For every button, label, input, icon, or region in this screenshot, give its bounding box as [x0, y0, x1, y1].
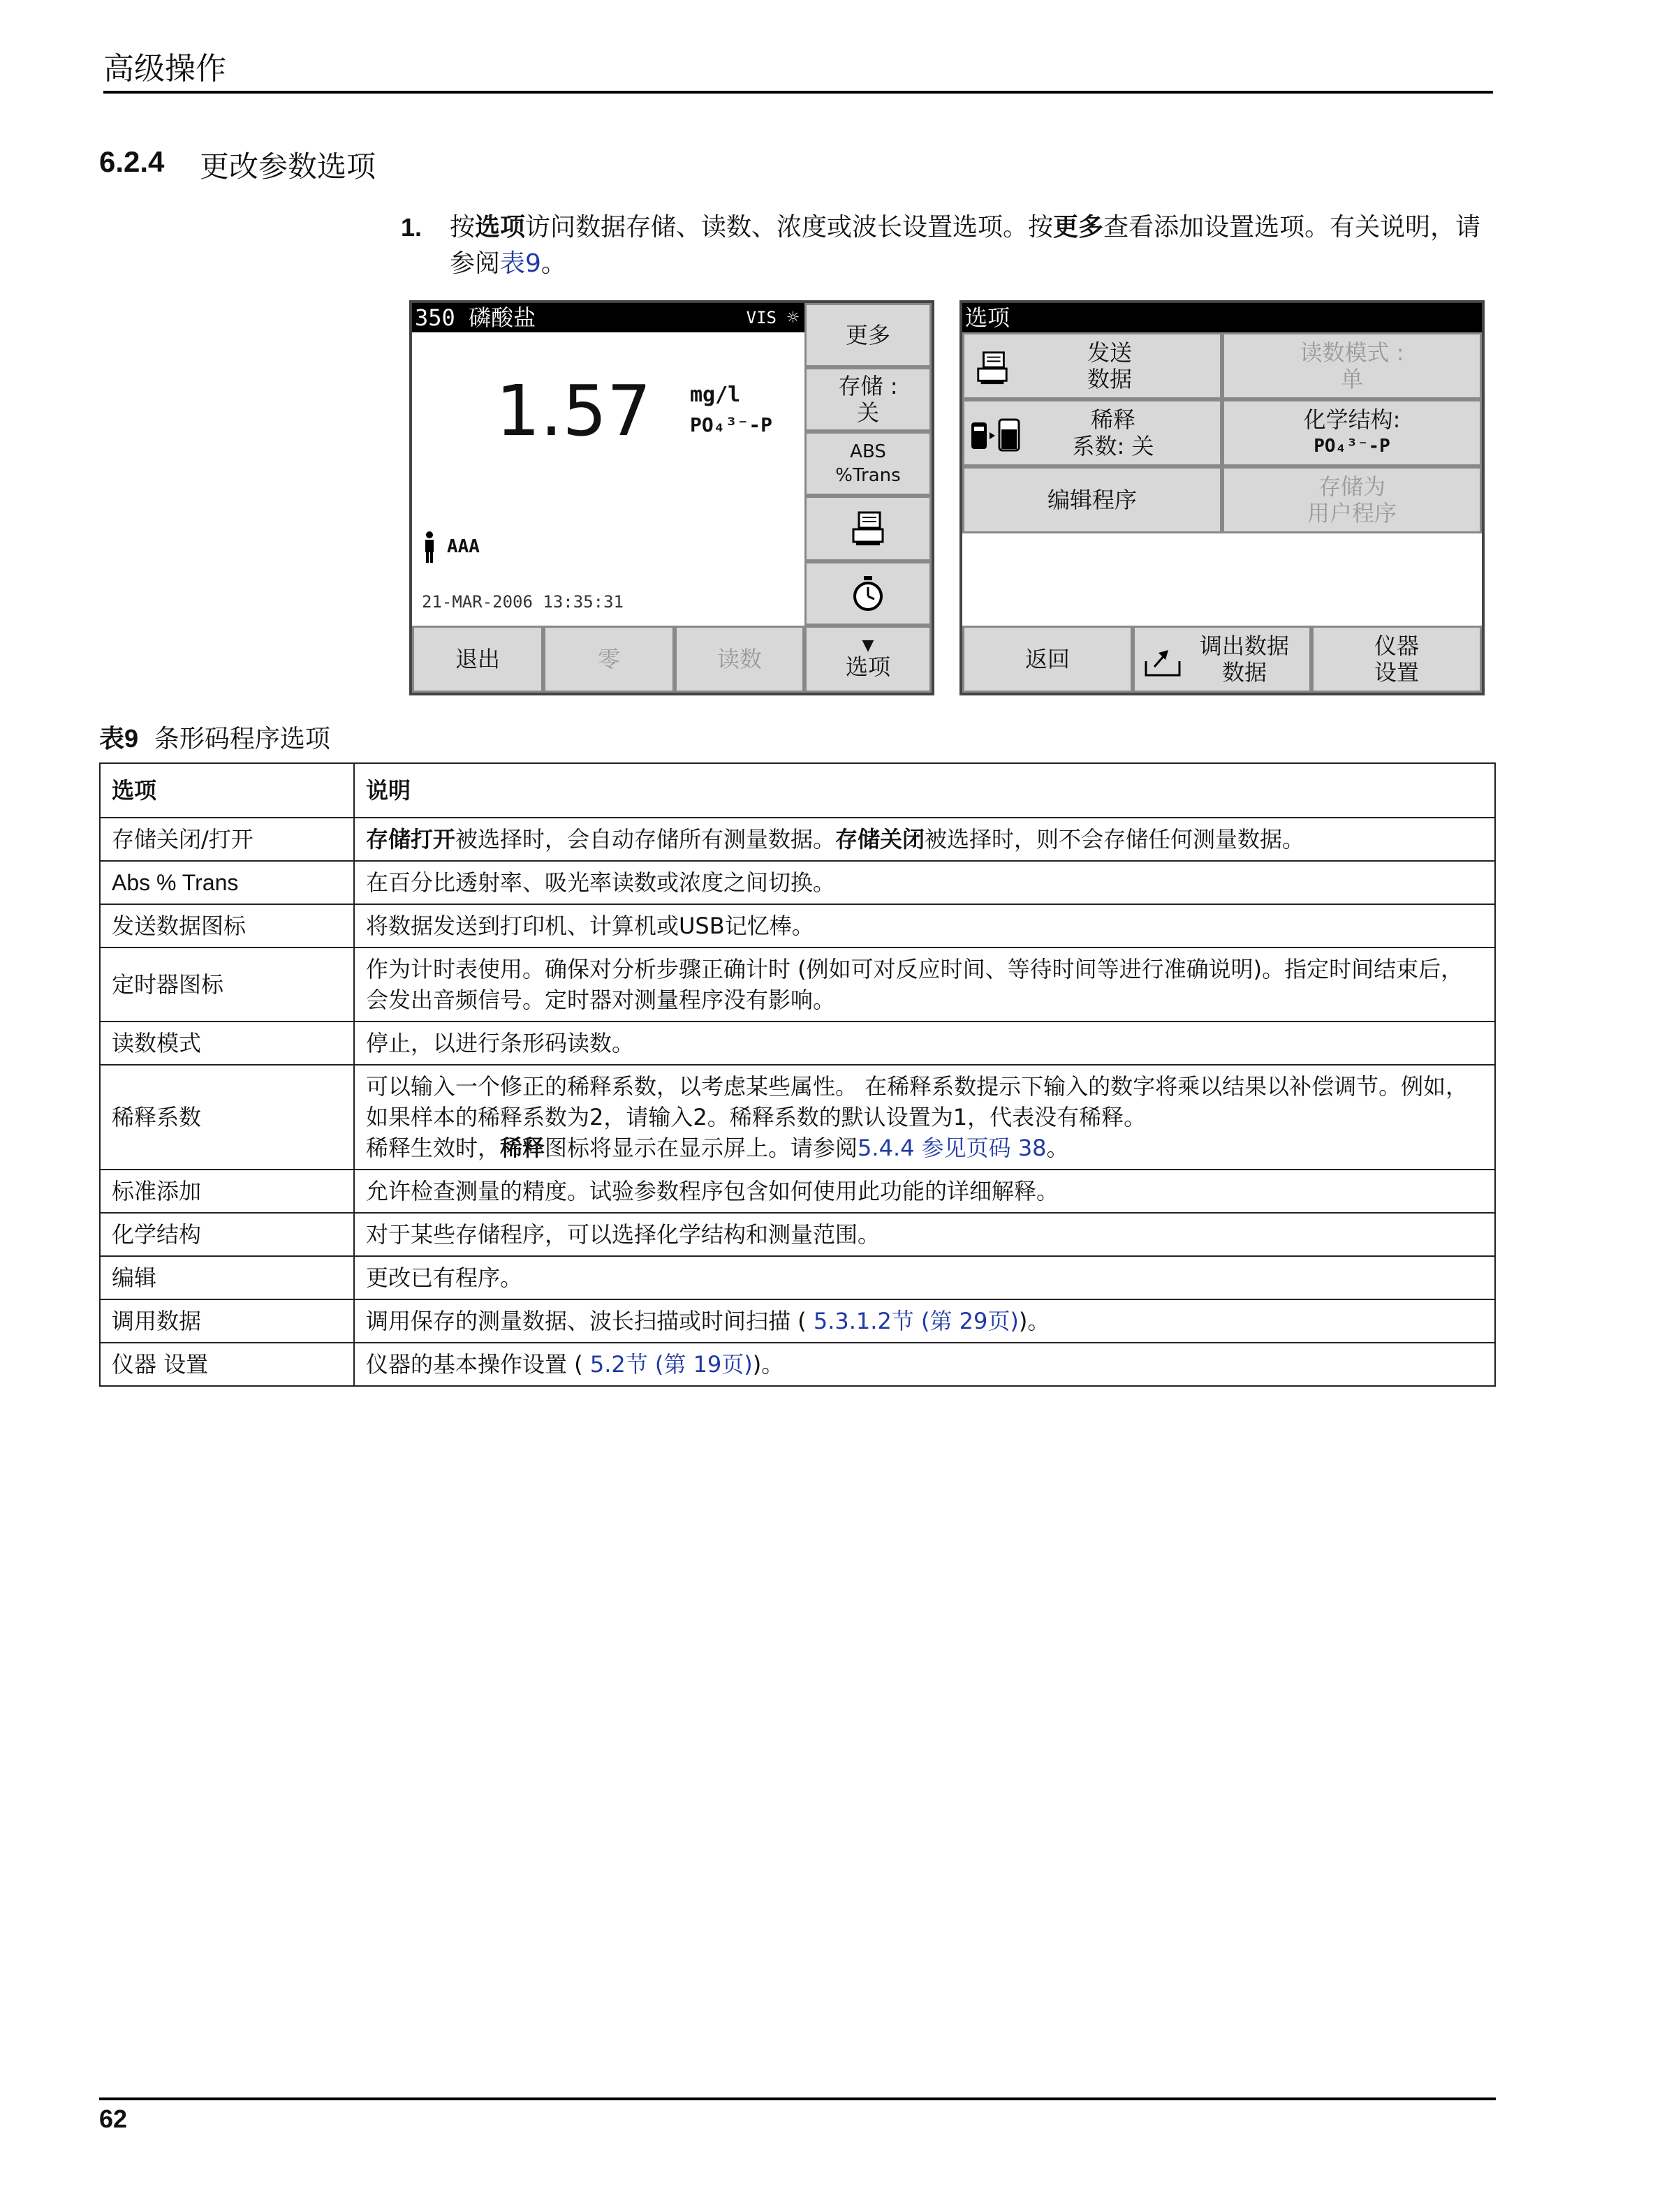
- description-cell: 停止，以进行条形码读数。: [354, 1022, 1495, 1065]
- description-cell: 将数据发送到打印机、计算机或USB记忆棒。: [354, 904, 1495, 948]
- text: 仪器的基本操作设置 (: [366, 1351, 590, 1378]
- option-cell: 稀释系数: [100, 1065, 354, 1170]
- section-title: 更改参数选项: [200, 149, 376, 184]
- more-button[interactable]: [804, 303, 932, 367]
- bold-options: 选项: [475, 213, 526, 242]
- text: 。: [540, 249, 566, 278]
- reading-value: 1.57: [496, 370, 652, 452]
- screen-title-bar: [962, 303, 1482, 332]
- exit-button[interactable]: [412, 626, 543, 693]
- text: )。: [752, 1351, 784, 1378]
- description-cell: [354, 818, 1495, 861]
- recall-data-button[interactable]: [1133, 626, 1311, 693]
- text: 稀释生效时，: [366, 1135, 501, 1161]
- label: 稀释: [1090, 406, 1135, 433]
- table-header-row: [100, 763, 1495, 818]
- step-number: 1.: [401, 213, 422, 242]
- label: 存储为: [1318, 473, 1385, 500]
- bold-term: 稀释: [500, 1135, 545, 1161]
- label: 仪器: [1374, 633, 1419, 659]
- page-number: 62: [99, 2104, 128, 2133]
- description-cell: 对于某些存储程序，可以选择化学结构和测量范围。: [354, 1213, 1495, 1256]
- measurement-screen: [409, 300, 934, 695]
- option-cell: 调用数据: [100, 1299, 354, 1343]
- bold-more: 更多: [1053, 213, 1104, 242]
- recall-icon: [1143, 646, 1182, 678]
- text: 图标将显示在显示屏上。请参阅: [545, 1135, 858, 1161]
- table-title: 条形码程序选项: [154, 725, 330, 753]
- reading-unit: mg/l: [690, 383, 741, 407]
- text: 被选择时，则不会存储任何测量数据。: [925, 826, 1305, 853]
- options-button[interactable]: [804, 626, 932, 693]
- program-title: 350 磷酸盐: [415, 304, 536, 331]
- computer-icon: [974, 350, 1010, 386]
- table-row: [100, 904, 1495, 948]
- header-option: 选项: [100, 763, 354, 818]
- step-1: [401, 209, 1497, 282]
- table-row: [100, 1256, 1495, 1299]
- options-table: [99, 762, 1496, 1387]
- bold-term: 存储关闭: [835, 826, 925, 853]
- chemical-form: PO₄³⁻-P: [690, 413, 773, 436]
- label: 调出数据: [1199, 633, 1289, 659]
- abs-trans-button[interactable]: [804, 432, 932, 496]
- option-cell: 存储关闭/打开: [100, 818, 354, 861]
- label: 发送: [1087, 339, 1132, 366]
- text: )。: [1018, 1308, 1050, 1334]
- option-cell: 发送数据图标: [100, 904, 354, 948]
- cross-reference-link[interactable]: 5.3.1.2节 (第 29页): [813, 1308, 1019, 1334]
- option-cell: Abs % Trans: [100, 861, 354, 904]
- table-row: [100, 1065, 1495, 1170]
- table-caption: [99, 719, 330, 755]
- option-cell: 仪器 设置: [100, 1343, 354, 1386]
- label: 读数: [716, 646, 762, 672]
- table-row: [100, 1170, 1495, 1213]
- screen-title-bar: [412, 303, 804, 332]
- label: 系数: 关: [1072, 433, 1154, 459]
- zero-button[interactable]: [543, 626, 675, 693]
- label: 化学结构:: [1303, 406, 1401, 433]
- dilution-icon: [969, 415, 1024, 455]
- table-row: [100, 1213, 1495, 1256]
- description-cell: [354, 1299, 1495, 1343]
- description-cell: [354, 1343, 1495, 1386]
- option-cell: 编辑: [100, 1256, 354, 1299]
- down-arrow-icon: ▼: [862, 637, 874, 654]
- description-cell: [354, 1065, 1495, 1170]
- table-row: [100, 1299, 1495, 1343]
- read-button[interactable]: [675, 626, 804, 693]
- table-row: [100, 948, 1495, 1022]
- chemical-form-option[interactable]: [1222, 399, 1482, 466]
- timer-icon: [851, 575, 885, 612]
- header-description: 说明: [354, 763, 1495, 818]
- running-header: 高级操作: [103, 51, 226, 87]
- label: 存储 :: [838, 373, 898, 399]
- description-cell: 在百分比透射率、吸光率读数或浓度之间切换。: [354, 861, 1495, 904]
- option-cell: 标准添加: [100, 1170, 354, 1213]
- label: %Trans: [835, 465, 901, 486]
- label: PO₄³⁻-P: [1314, 436, 1390, 457]
- description-cell: 更改已有程序。: [354, 1256, 1495, 1299]
- timer-button[interactable]: [804, 561, 932, 626]
- vis-label: VIS: [746, 308, 777, 327]
- table-row: [100, 1022, 1495, 1065]
- text: 被选择时，会自动存储所有测量数据。: [455, 826, 836, 853]
- dilution-factor-option[interactable]: [962, 399, 1222, 466]
- table-number: 表9: [99, 724, 139, 753]
- section-number: 6.2.4: [99, 145, 165, 178]
- datetime: 21-MAR-2006 13:35:31: [422, 592, 624, 612]
- label: 单: [1340, 366, 1363, 392]
- options-screen: [959, 300, 1485, 695]
- label: 读数模式 :: [1300, 339, 1404, 366]
- label: 数据: [1087, 366, 1132, 392]
- text: 访问数据存储、读数、浓度或波长设置选项。按: [525, 213, 1054, 242]
- label: 关: [856, 399, 879, 426]
- label: 退出: [455, 646, 500, 672]
- label: 用户程序: [1307, 500, 1397, 526]
- description-cell: 允许检查测量的精度。试验参数程序包含如何使用此功能的详细解释。: [354, 1170, 1495, 1213]
- table-row: [100, 861, 1495, 904]
- table-link[interactable]: 表9: [500, 249, 541, 278]
- label: 设置: [1374, 659, 1419, 686]
- text: 调用保存的测量数据、波长扫描或时间扫描 (: [366, 1308, 814, 1334]
- label: 编辑程序: [1047, 487, 1137, 513]
- screen-title: 选项: [965, 304, 1010, 331]
- send-data-option[interactable]: [962, 332, 1222, 399]
- option-cell: 读数模式: [100, 1022, 354, 1065]
- computer-icon: [849, 510, 887, 547]
- storage-button[interactable]: [804, 367, 932, 432]
- text: 查看添加设置选项。有关说明，请参阅: [450, 213, 1481, 278]
- option-cell: 定时器图标: [100, 948, 354, 1022]
- footer-rule: [99, 2097, 1496, 2100]
- person-icon: [422, 531, 436, 564]
- lamp-icon: ☼: [787, 306, 799, 329]
- save-as-user-program-option[interactable]: [1222, 466, 1482, 533]
- table-row: [100, 818, 1495, 861]
- text: 。: [1046, 1135, 1069, 1161]
- cross-reference-link[interactable]: 5.2节 (第 19页): [589, 1351, 753, 1378]
- label: 数据: [1221, 659, 1267, 686]
- option-cell: 化学结构: [100, 1213, 354, 1256]
- header-rule: [103, 91, 1493, 94]
- text: 可以输入一个修正的稀释系数，以考虑某些属性。 在稀释系数提示下输入的数字将乘以结果以补偿调节。例如，如果样本的稀释系数为2，请输入2。稀释系数的默认设置为1，代表没有稀释。: [366, 1073, 1469, 1130]
- label: 更多: [845, 322, 890, 348]
- table-row: [100, 1343, 1495, 1386]
- send-data-button[interactable]: [804, 496, 932, 561]
- instrument-setup-button[interactable]: [1311, 626, 1482, 693]
- label: 零: [597, 646, 620, 672]
- text-line: [366, 1133, 1483, 1163]
- text: 按: [450, 213, 476, 242]
- user-id: AAA: [447, 536, 480, 557]
- label: ABS: [850, 441, 886, 462]
- label: 选项: [845, 654, 890, 680]
- cross-reference-link[interactable]: 5.4.4 参见页码 38: [858, 1135, 1047, 1161]
- label: 返回: [1024, 646, 1070, 672]
- back-button[interactable]: [962, 626, 1133, 693]
- edit-program-option[interactable]: [962, 466, 1222, 533]
- read-mode-option[interactable]: [1222, 332, 1482, 399]
- bold-term: 存储打开: [366, 826, 456, 853]
- description-cell: 作为计时表使用。确保对分析步骤正确计时 (例如可对反应时间、等待时间等进行准确说明)。指定时间结束后，会发出音频信号。定时器对测量程序没有影响。: [354, 948, 1495, 1022]
- step-text: [450, 209, 1497, 282]
